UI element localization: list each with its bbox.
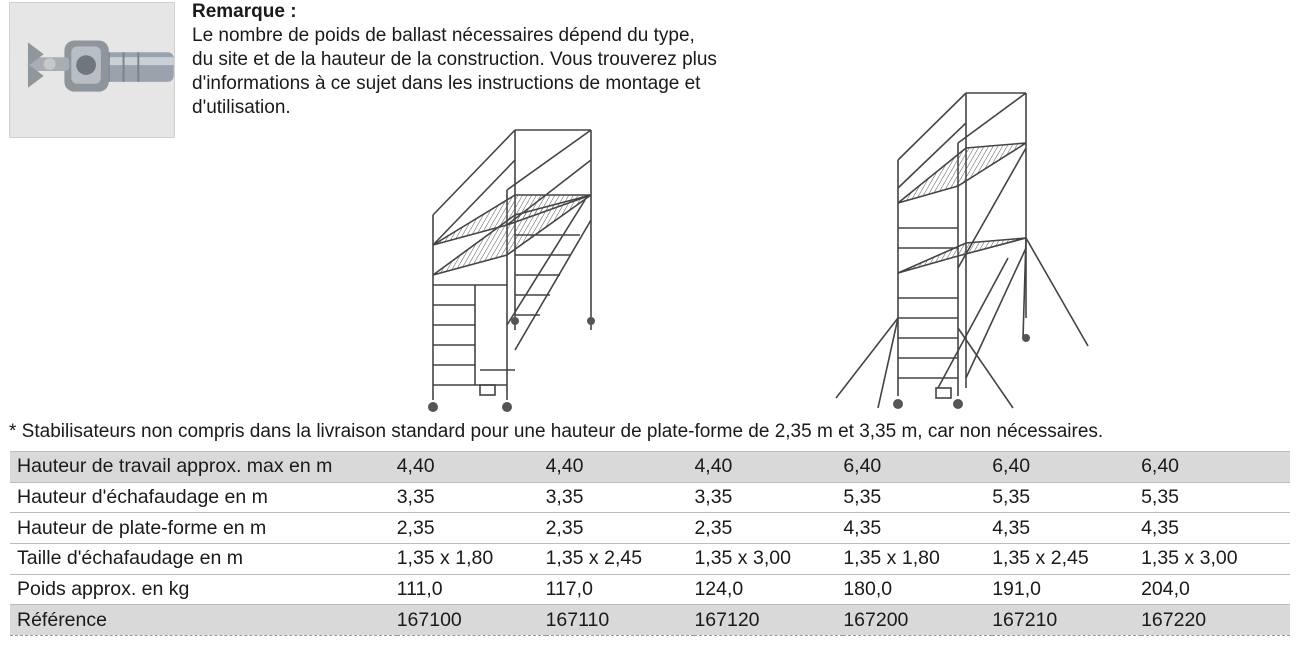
row-value: 4,35 [992, 516, 1031, 539]
row-value: 6,40 [843, 452, 992, 483]
row-value: 3,35 [694, 486, 733, 509]
row-value: 167100 [397, 605, 546, 636]
row-value: 167200 [843, 605, 992, 636]
row-value: 167110 [546, 605, 695, 636]
row-value: 2,35 [396, 516, 435, 539]
row-value: 1,35 x 1,80 [396, 547, 494, 570]
row-value: 3,35 [545, 486, 584, 509]
row-value: 111,0 [396, 578, 443, 601]
row-label: Poids approx. en kg [17, 578, 190, 601]
table-row [10, 574, 1290, 605]
row-value: 1,35 x 1,80 [843, 547, 940, 570]
spec-table [10, 451, 1290, 636]
remark-block [192, 0, 792, 120]
row-label: Hauteur d'échafaudage en m [17, 486, 268, 509]
row-value: 4,40 [694, 452, 843, 483]
remark-line: du site et de la hauteur de la construction. Vous trouverez plus [192, 49, 717, 70]
row-value: 167220 [1141, 605, 1290, 636]
remark-line: d'utilisation. [192, 97, 291, 118]
table-row [10, 482, 1290, 513]
row-value: 6,40 [992, 452, 1141, 483]
row-value: 1,35 x 3,00 [694, 547, 791, 570]
row-value: 5,35 [992, 486, 1031, 509]
coupler-photo [9, 2, 175, 138]
row-value: 4,40 [546, 452, 695, 483]
remark-title: Remarque : [192, 1, 297, 22]
table-row [10, 544, 1290, 575]
row-value: 117,0 [545, 578, 593, 601]
remark-line: d'informations à ce sujet dans les instructions de montage et [192, 73, 701, 94]
row-value: 6,40 [1141, 452, 1290, 483]
row-value: 5,35 [1141, 486, 1180, 509]
table-row [10, 605, 1290, 636]
row-value: 167210 [992, 605, 1141, 636]
remark-line: Le nombre de poids de ballast nécessaires dépend du type, [192, 25, 695, 46]
row-value: 4,35 [843, 516, 882, 539]
row-label: Hauteur de plate-forme en m [17, 516, 267, 539]
row-value: 2,35 [545, 516, 584, 539]
scaffold-small-drawing [415, 125, 615, 415]
row-value: 167120 [694, 605, 843, 636]
row-value: 2,35 [694, 516, 733, 539]
row-value: 204,0 [1141, 578, 1190, 601]
row-label: Hauteur de travail approx. max en m [10, 452, 397, 483]
row-value: 1,35 x 2,45 [992, 547, 1089, 570]
scaffold-large-drawing [828, 88, 1098, 418]
table-row [10, 452, 1290, 483]
row-value: 191,0 [992, 578, 1041, 601]
row-value: 3,35 [396, 486, 435, 509]
row-label: Taille d'échafaudage en m [17, 547, 243, 570]
footnote: * Stabilisateurs non compris dans la livraison standard pour une hauteur de plate-forme de 2,35 m et 3,35 m, car non nécessaires. [9, 421, 1104, 442]
table-row [10, 513, 1290, 544]
row-value: 4,40 [397, 452, 546, 483]
row-value: 1,35 x 2,45 [545, 547, 643, 570]
row-value: 5,35 [843, 486, 882, 509]
row-value: 124,0 [694, 578, 744, 601]
scaffold-coupler-image [10, 3, 174, 137]
row-value: 180,0 [843, 578, 893, 601]
row-value: 4,35 [1141, 516, 1180, 539]
row-label: Référence [10, 605, 397, 636]
row-value: 1,35 x 3,00 [1141, 547, 1238, 570]
